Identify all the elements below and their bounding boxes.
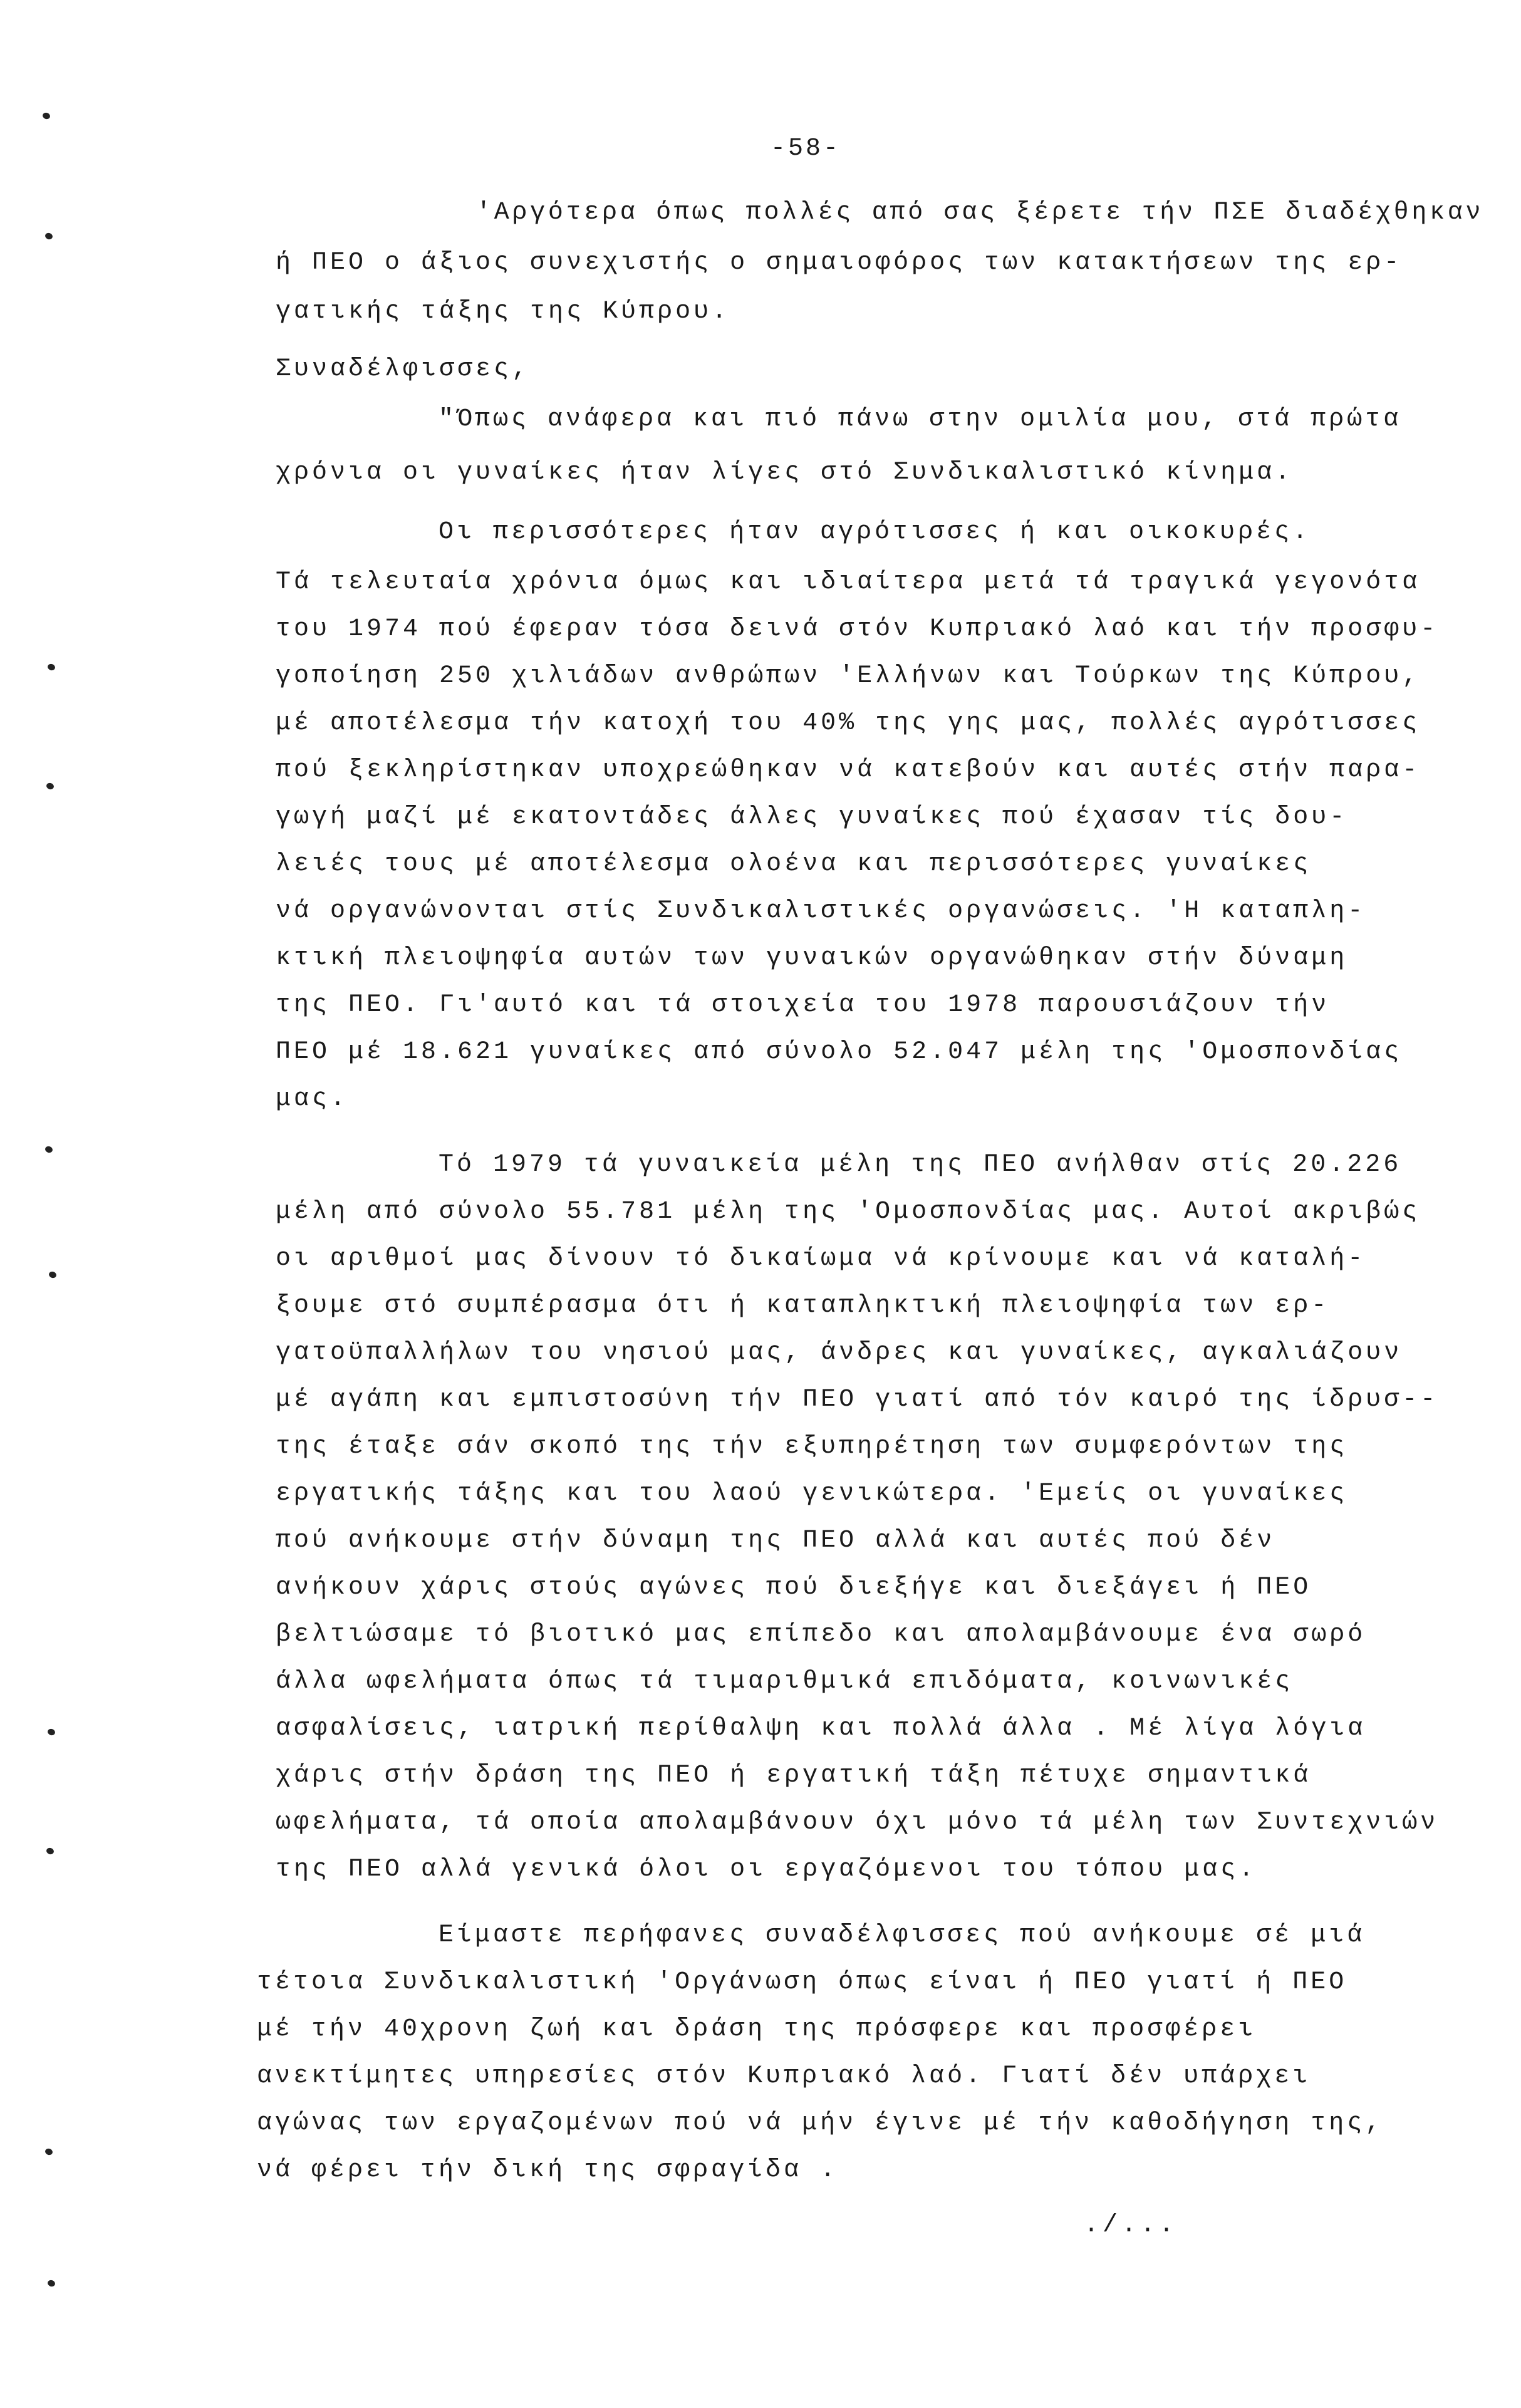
margin-mark xyxy=(44,1145,54,1154)
text-line: άλλα ωφελήματα όπως τά τιμαριθμικά επιδόματα, κοινωνικές xyxy=(276,1668,1294,1696)
text-line: κτική πλειοψηφία αυτών των γυναικών οργανώθηκαν στήν δύναμη xyxy=(276,944,1348,972)
page-number: -58- xyxy=(771,135,841,163)
text-line: ΠΕΟ μέ 18.621 γυναίκες από σύνολο 52.047 μέλη της 'Ομοσπονδίας xyxy=(276,1038,1403,1066)
text-line: νά φέρει τήν δική της σφραγίδα . xyxy=(257,2156,839,2184)
text-line: Οι περισσότερες ήταν αγρότισσες ή και οικοκυρές. xyxy=(439,518,1311,546)
text-line: της έταξε σάν σκοπό της τήν εξυπηρέτηση των συμφερόντων της xyxy=(276,1433,1348,1461)
text-line: λειές τους μέ αποτέλεσμα ολοένα και περισσότερες γυναίκες xyxy=(276,850,1312,878)
text-line: εργατικής τάξης και του λαού γενικώτερα. 'Εμείς οι γυναίκες xyxy=(276,1480,1348,1508)
margin-mark xyxy=(47,2279,56,2288)
margin-mark xyxy=(44,232,54,241)
text-line: Συναδέλφισσες, xyxy=(276,355,531,383)
text-line: 'Αργότερα όπως πολλές από σας ξέρετε τήν ΠΣΕ διαδέχθηκαν xyxy=(476,199,1484,227)
text-line: ανήκουν χάρις στούς αγώνες πού διεξήγε και διεξάγει ή ΠΕΟ xyxy=(276,1574,1312,1602)
text-line: αγώνας των εργαζομένων πού νά μήν έγινε μέ τήν καθοδήγηση της, xyxy=(257,2109,1384,2137)
text-line: νά οργανώνονται στίς Συνδικαλιστικές οργανώσεις. 'Η καταπλη- xyxy=(276,897,1366,925)
margin-mark xyxy=(47,1728,56,1736)
text-line: γατοϋπαλλήλων του νησιού μας, άνδρες και γυναίκες, αγκαλιάζουν xyxy=(276,1339,1403,1367)
margin-mark xyxy=(42,112,51,120)
margin-mark xyxy=(44,2147,54,2156)
margin-mark xyxy=(47,663,56,672)
text-line: μέλη από σύνολο 55.781 μέλη της 'Ομοσπονδίας μας. Αυτοί ακριβώς xyxy=(276,1198,1421,1226)
text-line: βελτιώσαμε τό βιοτικό μας επίπεδο και απολαμβάνουμε ένα σωρό xyxy=(276,1621,1366,1649)
continuation-mark: ./... xyxy=(1084,2211,1178,2239)
text-line: ωφελήματα, τά οποία απολαμβάνουν όχι μόνο τά μέλη των Συντεχνιών xyxy=(276,1809,1439,1837)
text-line: ή ΠΕΟ ο άξιος συνεχιστής ο σημαιοφόρος των κατακτήσεων της ερ- xyxy=(276,249,1403,277)
text-line: χρόνια οι γυναίκες ήταν λίγες στό Συνδικαλιστικό κίνημα. xyxy=(276,459,1294,487)
text-line: μέ αποτέλεσμα τήν κατοχή του 40% της γης μας, πολλές αγρότισσες xyxy=(276,709,1421,737)
text-line: τέτοια Συνδικαλιστική 'Οργάνωση όπως είναι ή ΠΕΟ γιατί ή ΠΕΟ xyxy=(257,1968,1347,1996)
text-line: ασφαλίσεις, ιατρική περίθαλψη και πολλά άλλα . Μέ λίγα λόγια xyxy=(276,1715,1366,1743)
text-line: γωγή μαζί μέ εκατοντάδες άλλες γυναίκες πού έχασαν τίς δου- xyxy=(276,803,1348,831)
text-line: Είμαστε περήφανες συναδέλφισσες πού ανήκουμε σέ μιά xyxy=(439,1921,1366,1949)
text-line: ξουμε στό συμπέρασμα ότι ή καταπληκτική πλειοψηφία των ερ- xyxy=(276,1292,1330,1320)
text-line: "Όπως ανάφερα και πιό πάνω στην ομιλία μου, στά πρώτα xyxy=(439,405,1402,433)
text-line: Τά τελευταία χρόνια όμως και ιδιαίτερα μετά τά τραγικά γεγονότα xyxy=(276,568,1421,596)
text-line: της ΠΕΟ. Γι'αυτό και τά στοιχεία του 1978 παρουσιάζουν τήν xyxy=(276,991,1330,1019)
margin-mark xyxy=(46,782,55,791)
text-line: πού ξεκληρίστηκαν υποχρεώθηκαν νά κατεβούν και αυτές στήν παρα- xyxy=(276,756,1421,784)
text-line: μέ τήν 40χρονη ζωή και δράση της πρόσφερε και προσφέρει xyxy=(257,2015,1257,2043)
text-line: του 1974 πού έφεραν τόσα δεινά στόν Κυπριακό λαό και τήν προσφυ- xyxy=(276,615,1439,643)
text-line: πού ανήκουμε στήν δύναμη της ΠΕΟ αλλά και αυτές πού δέν xyxy=(276,1527,1275,1555)
text-line: γατικής τάξης της Κύπρου. xyxy=(276,298,730,326)
margin-mark xyxy=(46,1847,55,1855)
text-line: της ΠΕΟ αλλά γενικά όλοι οι εργαζόμενοι του τόπου μας. xyxy=(276,1855,1257,1884)
text-line: μας. xyxy=(276,1085,349,1113)
text-line: Τό 1979 τά γυναικεία μέλη της ΠΕΟ ανήλθαν στίς 20.226 xyxy=(439,1151,1402,1179)
margin-mark xyxy=(48,1270,58,1279)
text-line: χάρις στήν δράση της ΠΕΟ ή εργατική τάξη πέτυχε σημαντικά xyxy=(276,1762,1312,1790)
text-line: οι αριθμοί μας δίνουν τό δικαίωμα νά κρίνουμε και νά καταλή- xyxy=(276,1245,1366,1273)
text-line: γοποίηση 250 χιλιάδων ανθρώπων 'Ελλήνων και Τούρκων της Κύπρου, xyxy=(276,662,1421,690)
text-line: ανεκτίμητες υπηρεσίες στόν Κυπριακό λαό. Γιατί δέν υπάρχει xyxy=(257,2062,1311,2090)
text-line: μέ αγάπη και εμπιστοσύνη τήν ΠΕΟ γιατί από τόν καιρό της ίδρυσ-- xyxy=(276,1386,1439,1414)
